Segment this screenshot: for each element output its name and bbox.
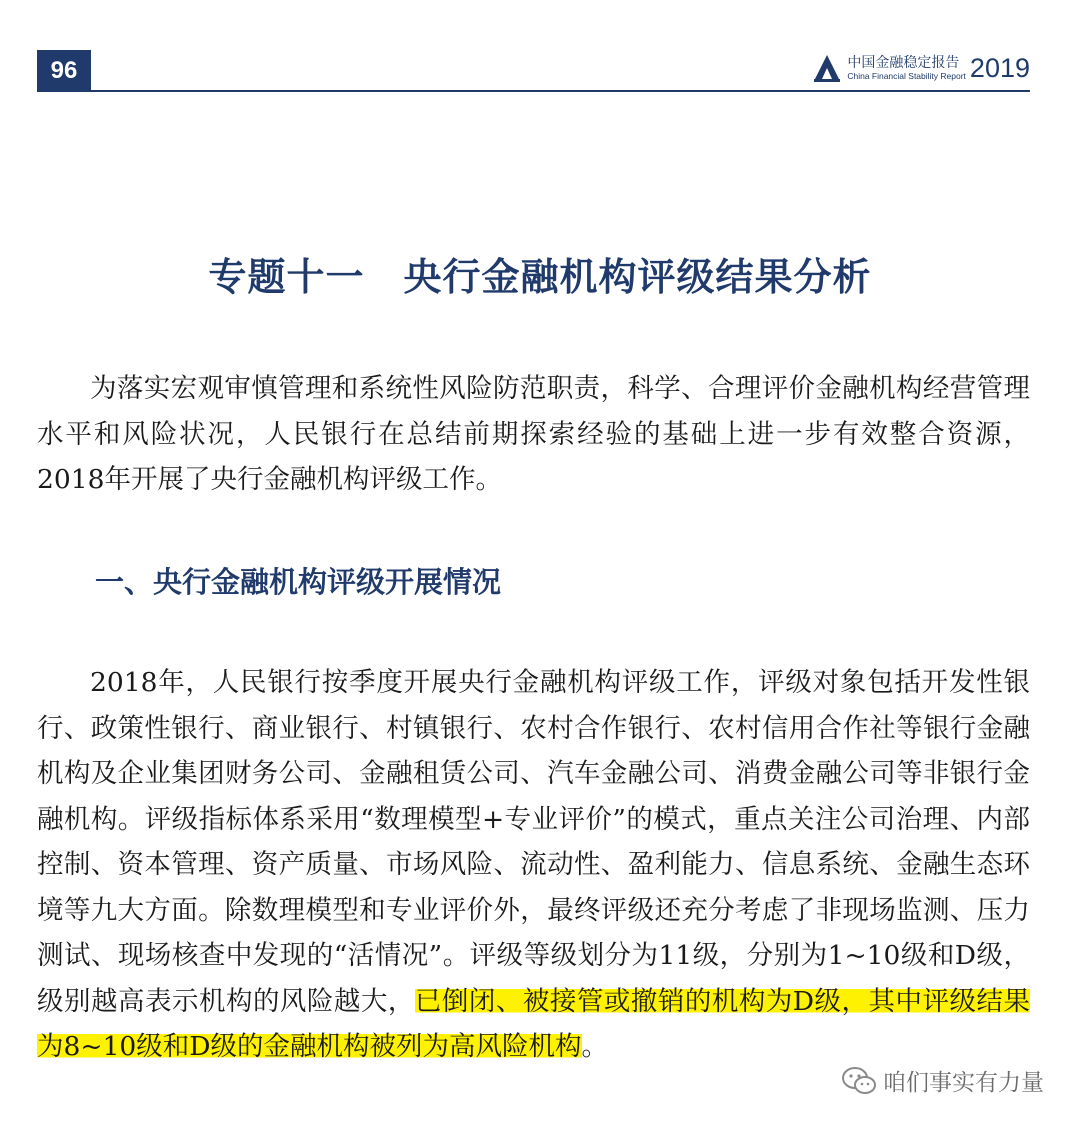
body-text: 2018年，人民银行按季度开展央行金融机构评级工作，评级对象包括开发性银行、政策性银行、商业银行、村镇银行、农村合作银行、农村信用合作社等银行金融机构及企业集团财务公司、金融租赁公司、汽车金融公司、消费金融公司等非银行金融机构。评级指标体系采用“数理模型+专业评价”的模式，重点关注公司治理、内部控制、资本管理、资产质量、市场风险、流动性、盈利能力、信息系统、金融生态环境等九大方面。除数理模型和专业评价外，最终评级还充分考虑了非现场监测、压力测试、现场核查中发现的“活情况”。评级等级划分为11级，分别为1~10级和D级，级别越高表示机构的风险越大，	[37, 667, 1030, 1017]
pboc-logo-icon	[811, 53, 843, 83]
body-tail: 。	[581, 1031, 609, 1062]
page-number: 96	[37, 50, 91, 91]
wechat-icon	[841, 1066, 877, 1096]
report-brand	[811, 50, 1030, 86]
section-heading: 一、央行金融机构评级开展情况	[95, 565, 502, 599]
page-title: 专题十一 央行金融机构评级结果分析	[208, 254, 872, 299]
report-year: 2019	[969, 53, 1030, 83]
highlighted-text: 已倒闭、被接管或撤销的机构为D级，其中评级结果为8~10级和D级的金融机构被列为高风险机构	[37, 985, 1030, 1062]
body-paragraph	[37, 660, 1030, 1070]
watermark-text: 咱们事实有力量	[883, 1070, 1044, 1096]
intro-paragraph: 为落实宏观审慎管理和系统性风险防范职责，科学、合理评价金融机构经营管理水平和风险状况，人民银行在总结前期探索经验的基础上进一步有效整合资源，2018年开展了央行金融机构评级工作。	[37, 373, 1030, 495]
header-divider	[37, 90, 1030, 92]
report-title-cn: 中国金融稳定报告	[847, 54, 960, 71]
report-title-en: China Financial Stability Report	[847, 70, 966, 81]
watermark	[841, 1064, 1044, 1097]
